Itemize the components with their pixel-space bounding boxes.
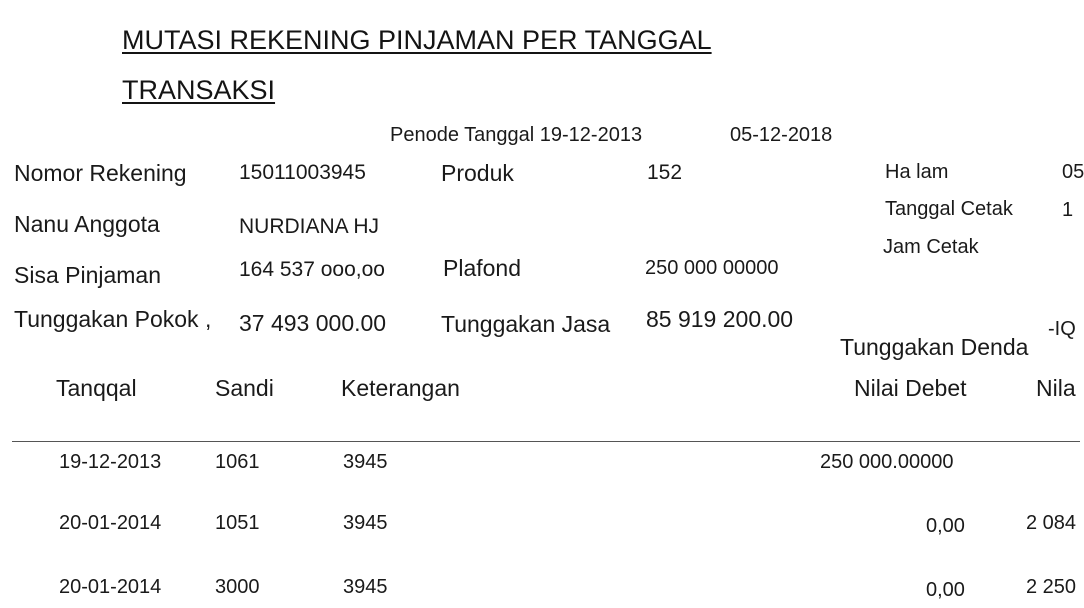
tanggal-cetak-value: 1: [1062, 199, 1074, 221]
row-keterangan: 3945: [343, 451, 388, 473]
row-tanggal: 19-12-2013: [59, 451, 162, 473]
sisa-pinjaman-label: Sisa Pinjaman: [14, 262, 162, 288]
sisa-pinjaman-value: 164 537 ooo,oo: [239, 258, 385, 281]
row-kredit: 2 084: [1026, 512, 1077, 534]
table-header-divider: [12, 441, 1080, 442]
row-sandi: 1051: [215, 512, 260, 534]
row-tanggal: 20-01-2014: [59, 576, 162, 598]
tunggakan-pokok-value: 37 493 000.00: [239, 310, 387, 336]
row-kredit: 2 250: [1026, 576, 1077, 598]
period-text: Penode Tanggal 19-12-2013: [390, 124, 643, 146]
tunggakan-jasa-label: Tunggakan Jasa: [441, 311, 611, 337]
document-title-line2: TRANSAKSI: [122, 75, 276, 105]
produk-label: Produk: [441, 160, 514, 186]
column-header-tanggal: Tanqqal: [56, 375, 137, 401]
produk-value: 152: [647, 161, 683, 184]
column-header-nilai-debet: Nilai Debet: [854, 375, 967, 401]
plafond-value: 250 000 00000: [645, 257, 779, 279]
column-header-sandi: Sandi: [215, 375, 274, 401]
row-debet: 0,00: [926, 515, 965, 537]
tunggakan-jasa-value: 85 919 200.00: [646, 306, 794, 332]
column-header-nilai-kredit: Nila: [1036, 375, 1076, 401]
tanggal-cetak-label: Tanggal Cetak: [885, 198, 1013, 220]
halaman-label: Ha lam: [885, 161, 949, 183]
halaman-value: 05: [1062, 161, 1084, 183]
row-tanggal: 20-01-2014: [59, 512, 162, 534]
row-debet: 0,00: [926, 579, 965, 601]
document-title-line1: MUTASI REKENING PINJAMAN PER TANGGAL: [122, 25, 712, 55]
nomor-rekening-label: Nomor Rekening: [14, 160, 187, 186]
tunggakan-pokok-label: Tunggakan Pokok ,: [14, 306, 212, 332]
column-header-keterangan: Keterangan: [341, 375, 460, 401]
row-sandi: 1061: [215, 451, 260, 473]
period-end: 05-12-2018: [730, 124, 833, 146]
row-debet: 250 000.00000: [820, 451, 954, 473]
tunggakan-denda-label: Tunggakan Denda: [840, 334, 1029, 360]
row-keterangan: 3945: [343, 512, 388, 534]
nomor-rekening-value: 15011003945: [239, 161, 366, 184]
plafond-label: Plafond: [443, 255, 522, 281]
jam-cetak-label: Jam Cetak: [883, 236, 979, 258]
nama-anggota-value: NURDIANA HJ: [239, 215, 380, 238]
row-keterangan: 3945: [343, 576, 388, 598]
tunggakan-denda-value: -IQ: [1048, 318, 1076, 340]
row-sandi: 3000: [215, 576, 260, 598]
nama-anggota-label: Nanu Anggota: [14, 211, 160, 237]
